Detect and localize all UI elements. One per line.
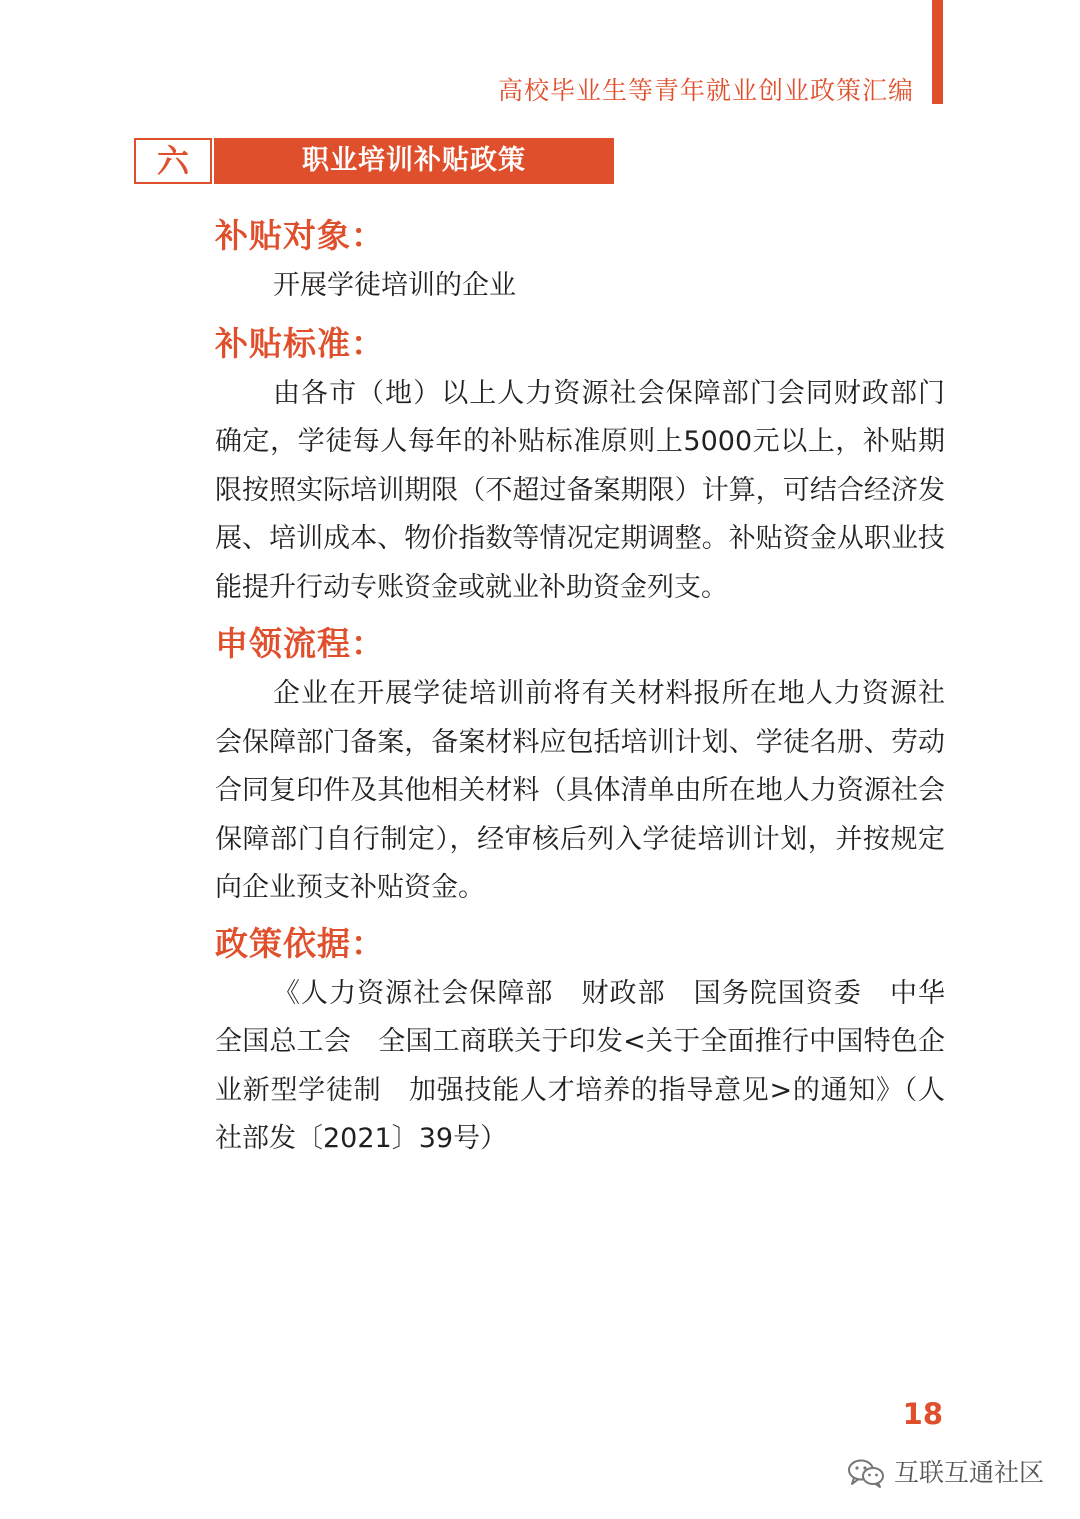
watermark bbox=[846, 1453, 1044, 1493]
paragraph-subsidy-standard: 由各市（地）以上人力资源社会保障部门会同财政部门确定，学徒每人每年的补贴标准原则上5000元以上，补贴期限按照实际培训期限（不超过备案期限）计算，可结合经济发展、培训成本、物价指数等情况定期调整。补贴资金从职业技能提升行动专账资金或就业补助资金列支。 bbox=[215, 377, 945, 603]
paragraph-policy-basis: 《人力资源社会保障部 财政部 国务院国资委 中华全国总工会 全国工商联关于印发<关于全面推行中国特色企业新型学徒制 加强技能人才培养的指导意见>的通知》（人社部发〔2021〕39号） bbox=[215, 977, 945, 1154]
section-title: 职业培训补贴政策 bbox=[214, 138, 614, 184]
section-banner bbox=[134, 138, 614, 184]
heading-subsidy-standard: 补贴标准： bbox=[215, 323, 385, 363]
wechat-icon bbox=[846, 1457, 886, 1489]
watermark-text: 互联互通社区 bbox=[893, 1458, 1044, 1487]
section-number: 六 bbox=[134, 138, 212, 184]
page-number: 18 bbox=[902, 1397, 943, 1431]
paragraph-application-process: 企业在开展学徒培训前将有关材料报所在地人力资源社会保障部门备案，备案材料应包括培训计划、学徒名册、劳动合同复印件及其他相关材料（具体清单由所在地人力资源社会保障部门自行制定），经审核后列入学徒培训计划，并按规定向企业预支补贴资金。 bbox=[215, 678, 945, 903]
header-accent-bar bbox=[932, 0, 943, 104]
heading-application-process: 申领流程： bbox=[215, 624, 385, 663]
heading-subsidy-target: 补贴对象： bbox=[215, 216, 385, 255]
paragraph-subsidy-target: 开展学徒培训的企业 bbox=[273, 270, 516, 301]
document-header-title: 高校毕业生等青年就业创业政策汇编 bbox=[497, 76, 914, 105]
policy-content bbox=[215, 212, 945, 1164]
heading-policy-basis: 政策依据： bbox=[215, 923, 385, 963]
